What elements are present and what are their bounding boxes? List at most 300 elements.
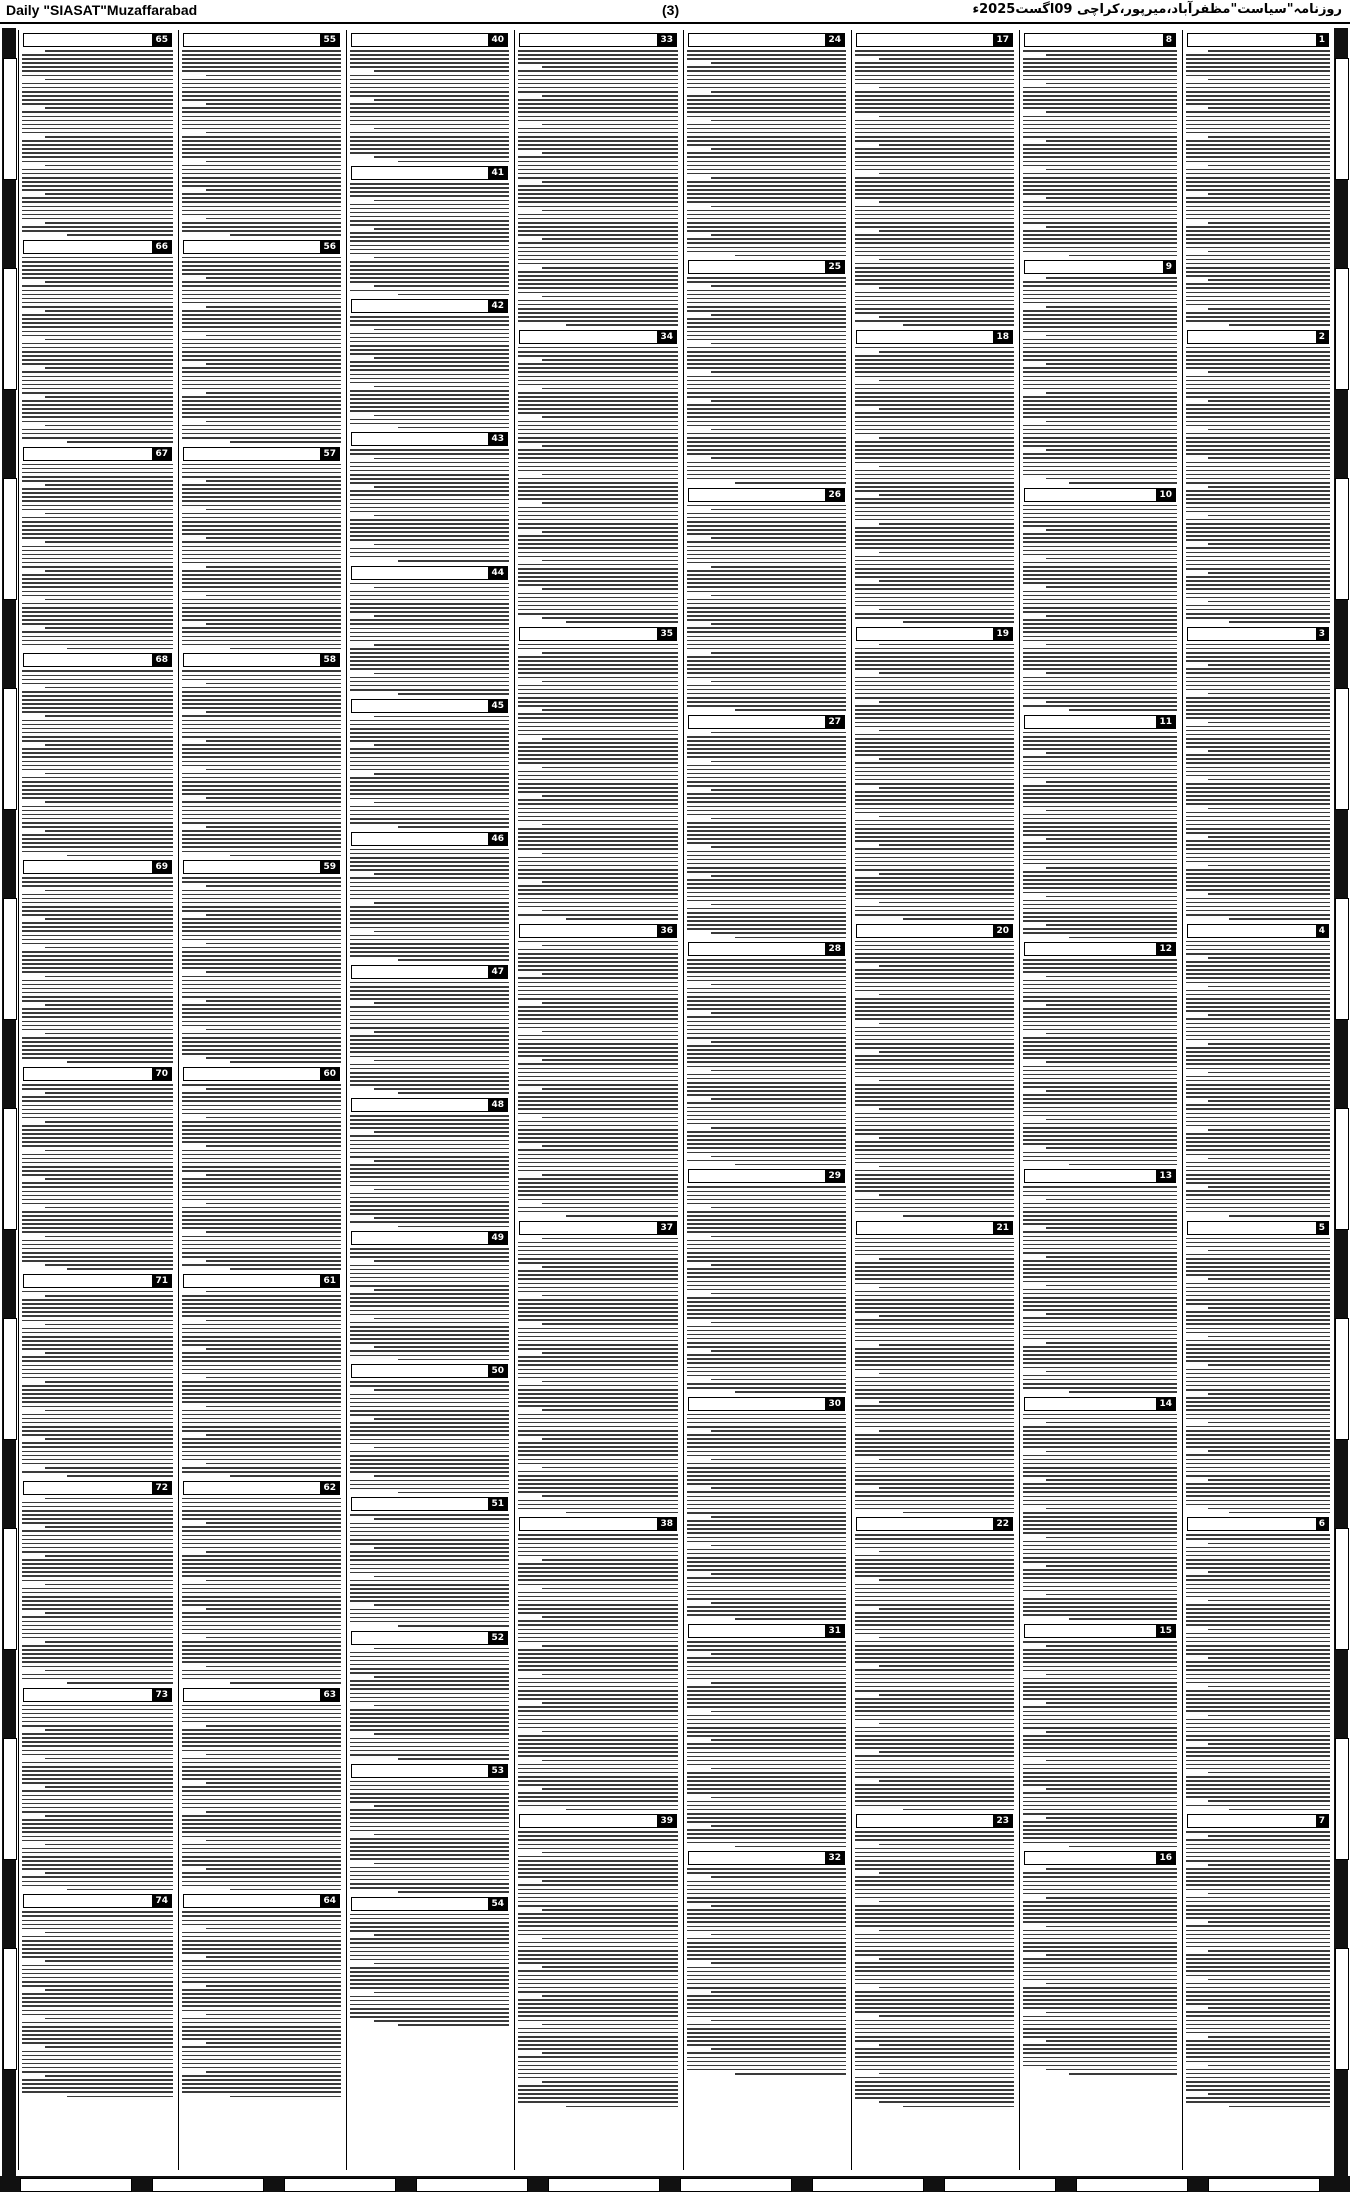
text-line (182, 54, 341, 56)
text-line (855, 124, 1014, 126)
text-line (518, 605, 678, 607)
text-line (687, 210, 846, 212)
text-line (687, 441, 846, 443)
text-line (350, 1434, 509, 1436)
text-line (1023, 95, 1177, 97)
text-line (687, 1467, 846, 1469)
text-line (182, 1852, 341, 1854)
ad-text (179, 1291, 344, 1477)
text-line (1186, 441, 1330, 443)
text-line (518, 275, 678, 277)
text-line (374, 1475, 509, 1477)
text-line (1023, 294, 1177, 296)
text-line (687, 1276, 846, 1278)
text-line (22, 679, 173, 681)
text-line (182, 1369, 341, 1371)
text-line (350, 689, 509, 691)
text-line (879, 1287, 1014, 1289)
text-line (855, 588, 1014, 590)
ad-text (1020, 1641, 1180, 1847)
text-line (182, 1596, 341, 1598)
text-line (1023, 230, 1177, 232)
text-line (182, 351, 341, 353)
text-line (1023, 1975, 1177, 1977)
text-line (182, 1178, 341, 1180)
text-line (518, 1303, 678, 1305)
text-line (855, 283, 1014, 285)
text-line (1186, 384, 1330, 386)
text-line (687, 1061, 846, 1063)
text-line (1186, 2061, 1330, 2063)
text-line (22, 1373, 173, 1375)
text-line (518, 914, 678, 916)
text-line (687, 335, 846, 337)
text-line (1186, 347, 1330, 349)
text-line (1023, 1012, 1177, 1014)
text-line (350, 245, 509, 247)
text-line (350, 1879, 509, 1881)
text-line (518, 1328, 678, 1330)
text-line (518, 1686, 678, 1688)
text-line (855, 1674, 1014, 1676)
text-line (687, 1418, 846, 1420)
text-line (687, 1305, 846, 1307)
ad-number: 6 (1316, 1518, 1328, 1530)
text-line (518, 494, 678, 496)
text-line (711, 1293, 846, 1295)
text-line (1186, 1258, 1330, 1260)
text-line (855, 1966, 1014, 1968)
text-line (1186, 1133, 1330, 1135)
ad-number: 32 (825, 1852, 844, 1864)
text-line (182, 273, 341, 275)
text-line (1023, 756, 1177, 758)
text-line (182, 326, 341, 328)
text-line (22, 740, 173, 742)
text-line (1023, 242, 1177, 244)
text-line (687, 672, 846, 674)
text-line (1023, 2024, 1177, 2026)
text-line (1023, 1739, 1177, 1741)
text-line (1023, 1549, 1177, 1551)
text-line (374, 1447, 509, 1449)
text-line (1023, 541, 1177, 543)
text-line (1023, 855, 1177, 857)
text-line (182, 1936, 341, 1938)
text-line (687, 1598, 846, 1600)
text-line (350, 58, 509, 60)
text-line (687, 2024, 846, 2026)
text-line (518, 660, 678, 662)
text-line (855, 1307, 1014, 1309)
text-line (855, 1145, 1014, 1147)
text-line (1186, 1076, 1330, 1078)
text-line (1023, 1805, 1177, 1807)
ad-number-tag (1024, 33, 1176, 47)
text-line (542, 560, 678, 562)
text-line (67, 855, 173, 857)
text-line (687, 1446, 846, 1448)
text-line (1186, 1113, 1330, 1115)
text-line (350, 1471, 509, 1473)
text-line (855, 1938, 1014, 1940)
text-line (855, 132, 1014, 134)
text-line (855, 1360, 1014, 1362)
text-line (350, 1338, 509, 1340)
text-line (518, 2028, 678, 2030)
text-line (1023, 1426, 1177, 1428)
text-line (711, 314, 846, 316)
text-line (22, 1803, 173, 1805)
text-line (518, 1454, 678, 1456)
text-line (1186, 181, 1330, 183)
text-line (22, 1592, 173, 1594)
text-line (1186, 1381, 1330, 1383)
text-line (374, 744, 509, 746)
text-line (22, 1741, 173, 1743)
ad-number-tag (183, 1894, 340, 1908)
text-line (1208, 1278, 1330, 1280)
text-line (1186, 1608, 1330, 1610)
text-line (350, 951, 509, 953)
text-line (1023, 697, 1177, 699)
ad-block (1183, 627, 1333, 920)
text-line (182, 99, 341, 101)
text-line (687, 124, 846, 126)
text-line (1186, 2101, 1330, 2103)
text-line (1023, 1102, 1177, 1104)
text-line (182, 425, 341, 427)
text-line (1023, 900, 1177, 902)
text-line (1186, 969, 1330, 971)
text-line (518, 1979, 678, 1981)
text-line (855, 885, 1014, 887)
text-line (45, 1438, 173, 1440)
text-line (350, 1564, 509, 1566)
ad-text (852, 347, 1017, 623)
text-line (687, 103, 846, 105)
ad-text (684, 505, 849, 711)
text-line (22, 331, 173, 333)
text-line (350, 83, 509, 85)
text-line (22, 1827, 173, 1829)
text-line (22, 496, 173, 498)
text-line (45, 1150, 173, 1152)
text-line (879, 672, 1014, 674)
text-line (22, 371, 173, 373)
text-line (182, 1709, 341, 1711)
text-line (1186, 1958, 1330, 1960)
text-line (1023, 769, 1177, 771)
text-line (22, 1848, 173, 1850)
text-line (855, 1747, 1014, 1749)
text-line (206, 1088, 341, 1090)
text-line (22, 294, 173, 296)
text-line (855, 2069, 1014, 2071)
text-line (22, 1985, 173, 1987)
text-line (1023, 1293, 1177, 1295)
text-line (374, 1705, 509, 1707)
text-line (22, 1625, 173, 1627)
text-line (182, 1790, 341, 1792)
text-line (22, 1868, 173, 1870)
text-line (879, 380, 1014, 382)
text-line (518, 791, 678, 793)
text-line (518, 169, 678, 171)
text-line (22, 87, 173, 89)
text-line (1023, 668, 1177, 670)
text-line (855, 238, 1014, 240)
text-line (182, 2083, 341, 2085)
text-line (22, 1666, 173, 1668)
text-line (22, 1223, 173, 1225)
text-line (542, 853, 678, 855)
text-line (1186, 1884, 1330, 1886)
text-line (1023, 1346, 1177, 1348)
text-line (1208, 251, 1330, 253)
text-line (22, 1158, 173, 1160)
border-ornament (3, 1948, 17, 2070)
text-line (350, 1551, 509, 1553)
ad-number: 37 (657, 1222, 676, 1234)
text-line (1023, 603, 1177, 605)
text-line (687, 1215, 846, 1217)
text-line (855, 969, 1014, 971)
text-line (22, 1365, 173, 1367)
text-line (1208, 1715, 1330, 1717)
ad-block (179, 447, 344, 650)
text-line (879, 580, 1014, 582)
text-line (1023, 1309, 1177, 1311)
text-line (1186, 1467, 1330, 1469)
text-line (1186, 1917, 1330, 1919)
text-line (1046, 1061, 1177, 1063)
text-line (45, 830, 173, 832)
text-line (735, 255, 846, 257)
text-line (518, 107, 678, 109)
text-line (1023, 347, 1177, 349)
text-line (1186, 1495, 1330, 1497)
text-line (1186, 2097, 1330, 2099)
text-line (711, 1573, 846, 1575)
text-line (518, 990, 678, 992)
text-line (855, 1393, 1014, 1395)
text-line (45, 1092, 173, 1094)
ad-block (19, 447, 176, 650)
text-line (182, 226, 341, 228)
text-line (518, 1190, 678, 1192)
text-line (350, 611, 509, 613)
text-line (518, 425, 678, 427)
text-line (1023, 1727, 1177, 1729)
text-line (711, 1098, 846, 1100)
text-line (22, 1133, 173, 1135)
text-line (1046, 197, 1177, 199)
text-line (855, 853, 1014, 855)
text-line (518, 949, 678, 951)
text-line (1023, 136, 1177, 138)
text-line (182, 1526, 341, 1528)
text-line (350, 1826, 509, 1828)
text-line (1023, 765, 1177, 767)
column-6 (851, 30, 1017, 2170)
text-line (1186, 367, 1330, 369)
text-line (855, 2003, 1014, 2005)
ad-number-tag (23, 33, 172, 47)
text-line (1186, 120, 1330, 122)
text-line (687, 668, 846, 670)
text-line (711, 904, 846, 906)
text-line (1186, 312, 1330, 314)
text-line (542, 388, 678, 390)
text-line (855, 1242, 1014, 1244)
text-line (1186, 1788, 1330, 1790)
text-line (22, 1799, 173, 1801)
text-line (22, 1766, 173, 1768)
text-line (182, 582, 341, 584)
text-line (1023, 1123, 1177, 1125)
border-ornament (548, 2178, 660, 2192)
text-line (687, 748, 846, 750)
text-line (350, 1617, 509, 1619)
text-line (542, 1760, 678, 1762)
text-line (1046, 1817, 1177, 1819)
text-line (350, 1789, 509, 1791)
border-ornament (3, 1108, 17, 1230)
text-line (687, 161, 846, 163)
text-line (518, 412, 678, 414)
text-line (1023, 210, 1177, 212)
text-line (22, 586, 173, 588)
text-line (1186, 1702, 1330, 1704)
text-line (1023, 517, 1177, 519)
text-line (687, 1727, 846, 1729)
text-line (1186, 1262, 1330, 1264)
text-line (1023, 351, 1177, 353)
text-line (1186, 111, 1330, 113)
text-line (687, 863, 846, 865)
text-line (45, 1641, 173, 1643)
text-line (518, 832, 678, 834)
text-line (182, 347, 341, 349)
text-line (879, 730, 1014, 732)
text-line (182, 627, 341, 629)
text-line (879, 1608, 1014, 1610)
text-line (1186, 1323, 1330, 1325)
text-line (22, 822, 173, 824)
text-line (182, 1025, 341, 1027)
text-line (1186, 1970, 1330, 1972)
text-line (350, 1742, 509, 1744)
text-line (518, 1706, 678, 1708)
text-line (687, 521, 846, 523)
text-line (855, 453, 1014, 455)
ad-block (347, 1497, 512, 1626)
text-line (687, 1582, 846, 1584)
text-line (687, 83, 846, 85)
text-line (518, 906, 678, 908)
text-line (687, 769, 846, 771)
text-line (855, 535, 1014, 537)
text-line (182, 1336, 341, 1338)
text-line (1186, 283, 1330, 285)
text-line (855, 660, 1014, 662)
text-line (350, 1269, 509, 1271)
text-line (855, 949, 1014, 951)
text-line (1023, 660, 1177, 662)
text-line (1186, 1901, 1330, 1903)
text-line (1186, 230, 1330, 232)
ad-number-tag (23, 1067, 172, 1081)
text-line (182, 1211, 341, 1213)
text-line (903, 1512, 1014, 1514)
text-line (518, 1035, 678, 1037)
text-line (1023, 1930, 1177, 1932)
text-line (687, 347, 846, 349)
text-line (687, 697, 846, 699)
text-line (1046, 306, 1177, 308)
text-line (855, 1669, 1014, 1671)
text-line (1186, 1897, 1330, 1899)
text-line (350, 1156, 509, 1158)
text-line (879, 1051, 1014, 1053)
text-line (518, 1113, 678, 1115)
text-line (855, 445, 1014, 447)
text-line (1208, 371, 1330, 373)
text-line (1186, 376, 1330, 378)
text-line (542, 1674, 678, 1676)
text-line (182, 1311, 341, 1313)
text-line (350, 1140, 509, 1142)
text-line (855, 1018, 1014, 1020)
ad-block (347, 299, 512, 428)
text-line (1046, 1119, 1177, 1121)
text-line (1186, 812, 1330, 814)
text-line (518, 1975, 678, 1977)
text-line (22, 1113, 173, 1115)
text-line (1023, 128, 1177, 130)
column-5 (683, 30, 849, 2170)
text-line (1186, 1604, 1330, 1606)
text-line (1046, 2069, 1177, 2071)
text-line (687, 1760, 846, 1762)
text-line (855, 2081, 1014, 2083)
text-line (22, 1219, 173, 1221)
text-line (518, 1893, 678, 1895)
text-line (855, 613, 1014, 615)
text-line (1186, 173, 1330, 175)
text-line (1186, 1674, 1330, 1676)
text-line (855, 490, 1014, 492)
text-line (903, 918, 1014, 920)
text-line (182, 814, 341, 816)
text-line (1186, 902, 1330, 904)
text-line (879, 1987, 1014, 1989)
text-line (518, 1669, 678, 1671)
ad-number-tag (23, 1274, 172, 1288)
ad-number-tag (1024, 488, 1176, 502)
text-line (182, 930, 341, 932)
text-line (687, 1334, 846, 1336)
text-line (22, 789, 173, 791)
text-line (1186, 1068, 1330, 1070)
text-line (350, 1527, 509, 1529)
text-line (687, 920, 846, 922)
text-line (22, 2022, 173, 2024)
text-line (855, 404, 1014, 406)
text-line (22, 1936, 173, 1938)
ad-number: 15 (1156, 1625, 1175, 1637)
